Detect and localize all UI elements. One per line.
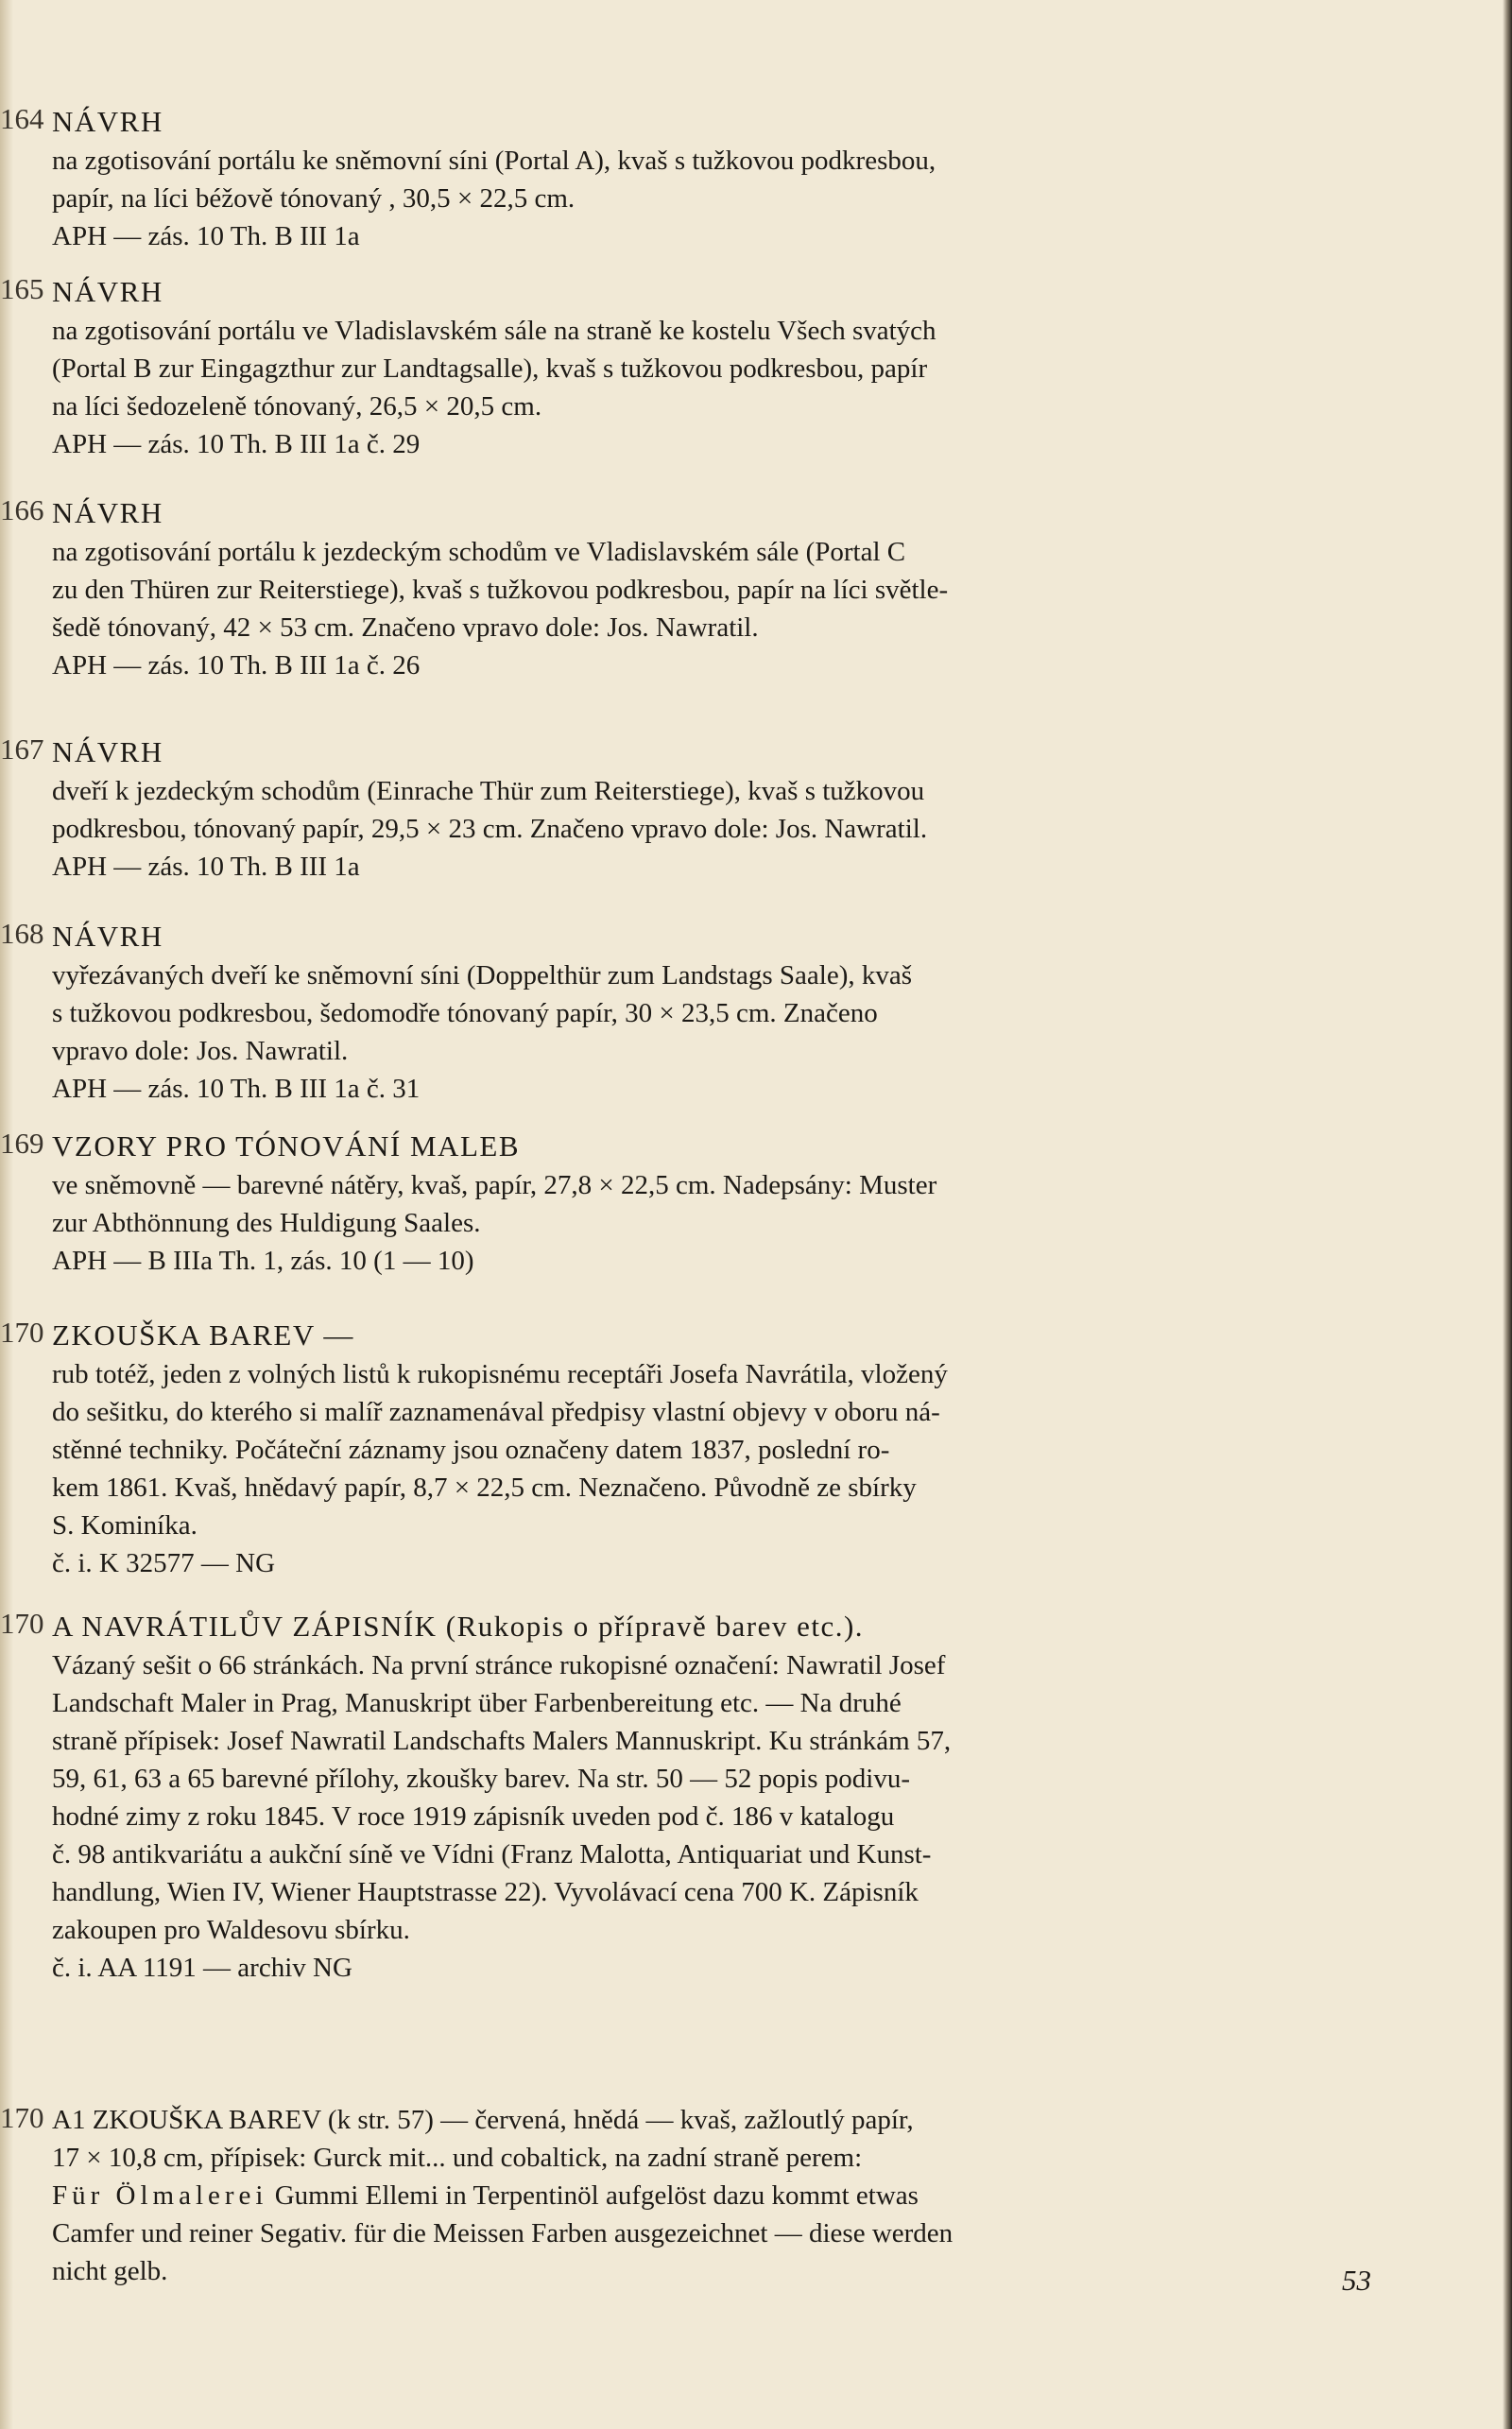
entry-line: ve sněmovně — barevné nátěry, kvaš, papír, 27,8 × 22,5 cm. Nadepsány: Muster [52,1170,937,1200]
page-gutter-shadow [0,0,13,2429]
entry-line: na zgotisování portálu k jezdeckým schodům ve Vladislavském sále (Portal C [52,537,906,567]
entry-heading: NÁVRH [52,275,163,308]
catalog-entry-navrh-portal-c [0,493,1356,684]
entry-line: kem 1861. Kvaš, hnědavý papír, 8,7 × 22,5 cm. Neznačeno. Původně ze sbírky [52,1473,917,1503]
entry-line: na zgotisování portálu ke sněmovní síni (Portal A), kvaš s tužkovou podkresbou, [52,146,936,176]
entry-line: dveří k jezdeckým schodům (Einrache Thür zum Reiterstiege), kvaš s tužkovou [52,776,925,806]
entry-line: hodné zimy z roku 1845. V roce 1919 zápisník uveden pod č. 186 v katalogu [52,1801,895,1832]
entry-line: do sešitku, do kterého si malíř zaznamenával předpisy vlastní objevy v oboru ná- [52,1397,940,1427]
spaced-emphasis: Für Ölmalerei [52,2180,268,2211]
entry-line: vyřezávaných dveří ke sněmovní síni (Doppelthür zum Landstags Saale), kvaš [52,960,913,991]
catalog-entry-navrh-portal-a [0,102,1356,255]
entry-line: S. Kominíka. [52,1510,198,1541]
entry-line: 59, 61, 63 a 65 barevné přílohy, zkoušky barev. Na str. 50 — 52 popis podivu- [52,1764,910,1794]
entry-heading: NÁVRH [52,920,163,953]
entry-line: A1 ZKOUŠKA BAREV (k str. 57) — červená, hnědá — kvaš, zažloutlý papír, [52,2105,914,2135]
entry-line: (Portal B zur Eingagzthur zur Landtagsalle), kvaš s tužkovou podkresbou, papír [52,353,928,384]
entry-line: podkresbou, tónovaný papír, 29,5 × 23 cm. Značeno vpravo dole: Jos. Nawratil. [52,814,928,844]
entry-line [52,2177,1356,2214]
entry-number: 170 [0,2101,44,2134]
entry-line: Vázaný sešit o 66 stránkách. Na první stránce rukopisné označení: Nawratil Josef [52,1650,946,1680]
entry-line: s tužkovou podkresbou, šedomodře tónovaný papír, 30 × 23,5 cm. Značeno [52,998,878,1028]
entry-line: č. i. K 32577 — NG [52,1548,276,1578]
catalog-entry-navrh-reiterstiege-door [0,732,1356,886]
catalog-entry-navrh-portal-b [0,272,1356,463]
catalog-entry-vzory-tonovani [0,1127,1356,1280]
entry-line: zu den Thüren zur Reiterstiege), kvaš s tužkovou podkresbou, papír na líci světle- [52,575,949,605]
entry-line: APH — zás. 10 Th. B III 1a č. 31 [52,1074,421,1104]
entry-line: APH — zás. 10 Th. B III 1a [52,221,360,251]
entry-line: šedě tónovaný, 42 × 53 cm. Značeno vpravo dole: Jos. Nawratil. [52,612,759,643]
entry-number: 166 [0,493,44,526]
entry-line: rub totéž, jeden z volných listů k rukopisnému receptáři Josefa Navrátila, vložený [52,1359,948,1389]
entry-line: Camfer und reiner Segativ. für die Meissen Farben ausgezeichnet — diese werden [52,2218,954,2248]
catalog-entry-zkouska-barev [0,1316,1356,1582]
entry-heading: NÁVRH [52,496,163,529]
entry-line: na zgotisování portálu ve Vladislavském sále na straně ke kostelu Všech svatých [52,316,936,346]
catalog-entry-navratiluv-zapisnik [0,1607,1356,1987]
entry-line: stěnné techniky. Počáteční záznamy jsou označeny datem 1837, poslední ro- [52,1435,890,1465]
catalog-entry-zkouska-barev-a1 [0,2101,1356,2290]
page-number: 53 [1342,2264,1371,2297]
entry-line: zur Abthönnung des Huldigung Saales. [52,1208,481,1238]
entry-line: nicht gelb. [52,2256,168,2286]
entry-heading: VZORY PRO TÓNOVÁNÍ MALEB [52,1129,520,1163]
entry-line: APH — B IIIa Th. 1, zás. 10 (1 — 10) [52,1246,474,1276]
page-edge [1503,0,1512,2429]
entry-line: APH — zás. 10 Th. B III 1a č. 26 [52,650,421,680]
entry-heading: NÁVRH [52,105,163,138]
entry-number: 167 [0,732,44,766]
entry-line: Landschaft Maler in Prag, Manuskript über Farbenbereitung etc. — Na druhé [52,1688,902,1718]
entry-line: APH — zás. 10 Th. B III 1a [52,852,360,882]
entry-line: 17 × 10,8 cm, přípisek: Gurck mit... und cobaltick, na zadní straně perem: [52,2143,863,2173]
entry-line: straně přípisek: Josef Nawratil Landschafts Malers Mannuskript. Ku stránkám 57, [52,1726,952,1756]
entry-number: 165 [0,272,44,305]
entry-line: vpravo dole: Jos. Nawratil. [52,1036,349,1066]
entry-heading: NÁVRH [52,735,163,768]
entry-line: papír, na líci béžově tónovaný , 30,5 × 22,5 cm. [52,183,576,214]
entry-heading: A NAVRÁTILŮV ZÁPISNÍK (Rukopis o přípravě barev etc.). [52,1610,865,1643]
entry-line: APH — zás. 10 Th. B III 1a č. 29 [52,429,421,459]
catalog-entry-navrh-doppelthur [0,917,1356,1108]
entry-number: 170 [0,1316,44,1349]
entry-line: č. i. AA 1191 — archiv NG [52,1953,352,1983]
entry-number: 164 [0,102,44,135]
entry-number: 169 [0,1127,44,1160]
entry-line: č. 98 antikvariátu a aukční síně ve Vídni (Franz Malotta, Antiquariat und Kunst- [52,1839,932,1869]
entry-line: na líci šedozeleně tónovaný, 26,5 × 20,5 cm. [52,391,542,422]
entry-number: 170 [0,1607,44,1640]
entry-line: handlung, Wien IV, Wiener Hauptstrasse 22). Vyvolávací cena 700 K. Zápisník [52,1877,919,1907]
entry-heading: ZKOUŠKA BAREV — [52,1318,354,1352]
entry-line-rest: Gummi Ellemi in Terpentinöl aufgelöst dazu kommt etwas [274,2180,919,2211]
entry-number: 168 [0,917,44,950]
entry-line: zakoupen pro Waldesovu sbírku. [52,1915,410,1945]
